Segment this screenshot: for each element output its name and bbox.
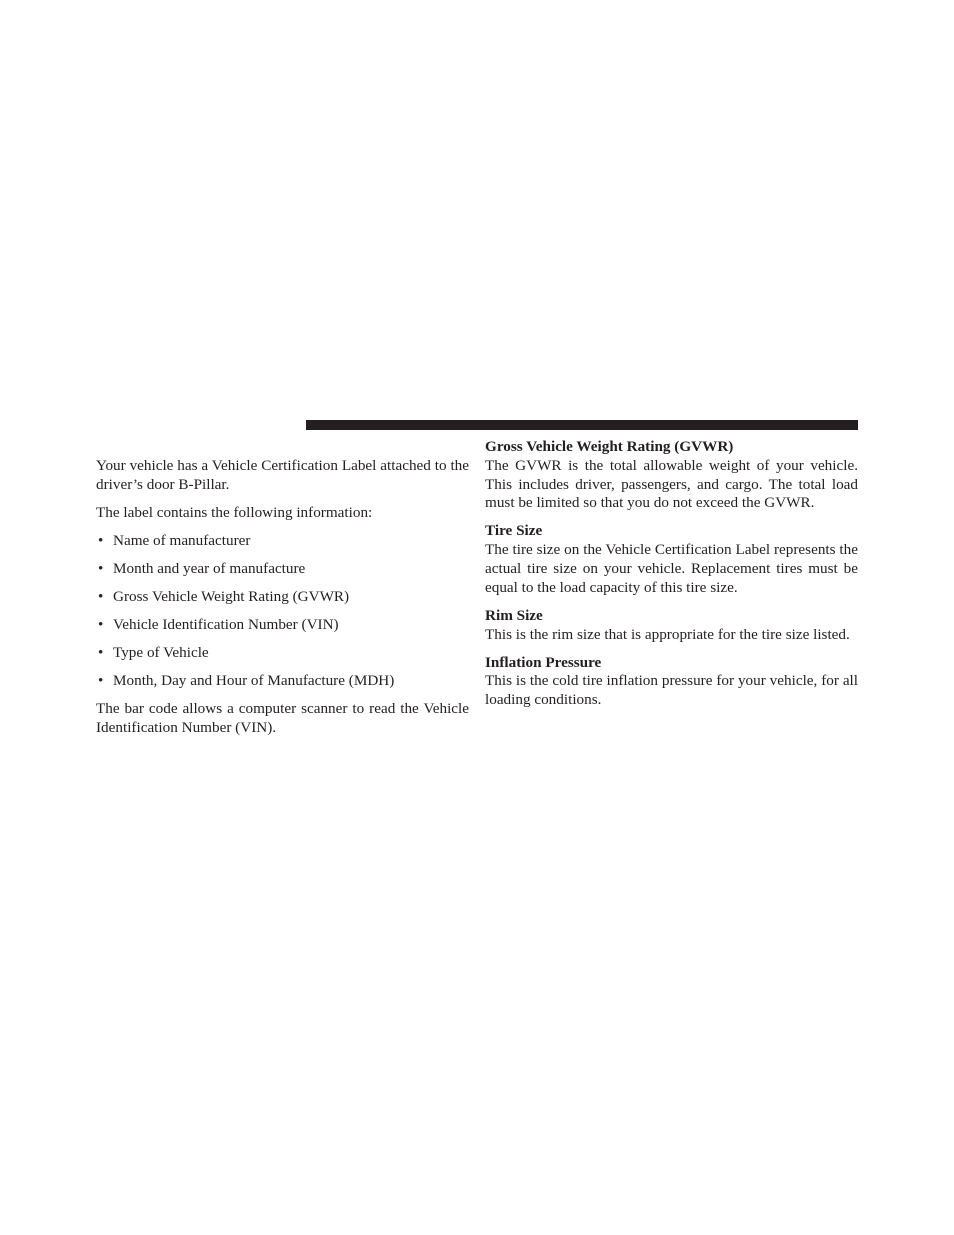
list-item — [96, 560, 469, 579]
bullet-icon: • — [98, 588, 104, 606]
list-item-text: Vehicle Identification Number (VIN) — [113, 616, 339, 634]
section-heading: Tire Size — [485, 522, 543, 540]
rim-size-section — [485, 607, 858, 645]
contains-paragraph: The label contains the following information: — [96, 504, 373, 522]
bullet-icon: • — [98, 644, 104, 662]
bullet-icon: • — [98, 672, 104, 690]
list-item — [96, 644, 469, 663]
barcode-paragraph: The bar code allows a computer scanner to read the Vehicle Identification Number (VIN). — [96, 700, 469, 737]
section-body: The GVWR is the total allowable weight of your vehicle. This includes driver, passengers, and cargo. The total load must be limited so that you do not exceed the GVWR. — [485, 456, 858, 512]
list-item — [96, 672, 469, 691]
list-item — [96, 532, 469, 551]
right-column — [485, 438, 858, 719]
list-item-text: Gross Vehicle Weight Rating (GVWR) — [113, 588, 350, 606]
section-heading: Gross Vehicle Weight Rating (GVWR) — [485, 438, 734, 455]
section-heading: Inflation Pressure — [485, 653, 602, 671]
inflation-pressure-section — [485, 654, 858, 710]
section-header-rule — [306, 420, 858, 430]
section-heading: Rim Size — [485, 606, 543, 624]
left-column — [96, 457, 469, 747]
list-item-text: Name of manufacturer — [113, 532, 251, 550]
list-item — [96, 616, 469, 635]
bullet-icon: • — [98, 532, 104, 550]
list-item-text: Type of Vehicle — [113, 644, 209, 662]
list-item-text: Month, Day and Hour of Manufacture (MDH) — [113, 672, 395, 690]
bullet-icon: • — [98, 560, 104, 578]
intro-paragraph: Your vehicle has a Vehicle Certification Label attached to the driver’s door B-Pillar. — [96, 457, 469, 493]
list-item-text: Month and year of manufacture — [113, 560, 306, 578]
gvwr-section — [485, 438, 858, 513]
tire-size-section — [485, 522, 858, 597]
section-body: This is the rim size that is appropriate for the tire size listed. — [485, 625, 850, 643]
list-item — [96, 588, 469, 607]
section-body: The tire size on the Vehicle Certification Label represents the actual tire size on your vehicle. Replacement tires must be equal to the load capacity of this tire size. — [485, 541, 858, 596]
info-list — [96, 532, 469, 691]
section-body: This is the cold tire inflation pressure for your vehicle, for all loading conditions. — [485, 672, 858, 709]
bullet-icon: • — [98, 616, 104, 634]
